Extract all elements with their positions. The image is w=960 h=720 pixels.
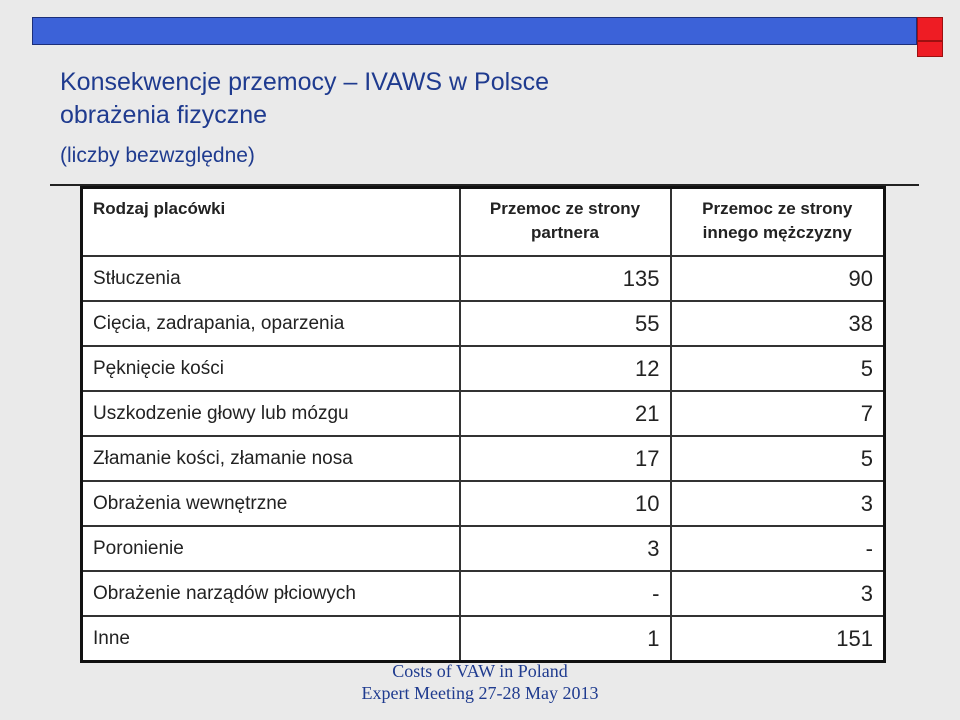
row-label: Złamanie kości, złamanie nosa [82,436,460,481]
other-man-value: 7 [671,391,885,436]
partner-value: 10 [460,481,671,526]
partner-value: 55 [460,301,671,346]
table-row [82,256,885,301]
red-accent-square [917,17,943,41]
other-man-value: - [671,526,885,571]
table-row [82,616,885,662]
injuries-table [80,186,886,663]
other-man-value: 3 [671,481,885,526]
table-row [82,571,885,616]
row-label: Obrażenie narządów płciowych [82,571,460,616]
partner-value: 21 [460,391,671,436]
other-man-value: 5 [671,436,885,481]
table-header-row [82,188,885,257]
row-label: Cięcia, zadrapania, oparzenia [82,301,460,346]
footer-line-2: Expert Meeting 27-28 May 2013 [361,683,599,703]
other-man-value: 38 [671,301,885,346]
column-header-partner: Przemoc ze strony partnera [460,188,671,257]
subtitle: (liczby bezwzględne) [60,144,255,167]
partner-value: 135 [460,256,671,301]
row-label: Stłuczenia [82,256,460,301]
table-row [82,526,885,571]
table-row [82,346,885,391]
column-header-type: Rodzaj placówki [82,188,460,257]
table-row [82,301,885,346]
table-row [82,391,885,436]
row-label: Uszkodzenie głowy lub mózgu [82,391,460,436]
page-title [60,66,549,132]
footer-line-1: Costs of VAW in Poland [392,661,568,681]
partner-value: - [460,571,671,616]
partner-value: 1 [460,616,671,662]
partner-value: 3 [460,526,671,571]
title-line-2: obrażenia fizyczne [60,101,268,129]
table-row [82,436,885,481]
row-label: Obrażenia wewnętrzne [82,481,460,526]
title-line-1: Konsekwencje przemocy – IVAWS w Polsce [60,68,550,96]
table-row [82,481,885,526]
partner-value: 12 [460,346,671,391]
column-header-other-man: Przemoc ze strony innego mężczyzny [671,188,885,257]
other-man-value: 90 [671,256,885,301]
row-label: Inne [82,616,460,662]
top-decorative-bar [32,17,917,45]
other-man-value: 5 [671,346,885,391]
other-man-value: 151 [671,616,885,662]
row-label: Poronienie [82,526,460,571]
partner-value: 17 [460,436,671,481]
other-man-value: 3 [671,571,885,616]
red-accent-square-small [917,41,943,57]
row-label: Pęknięcie kości [82,346,460,391]
